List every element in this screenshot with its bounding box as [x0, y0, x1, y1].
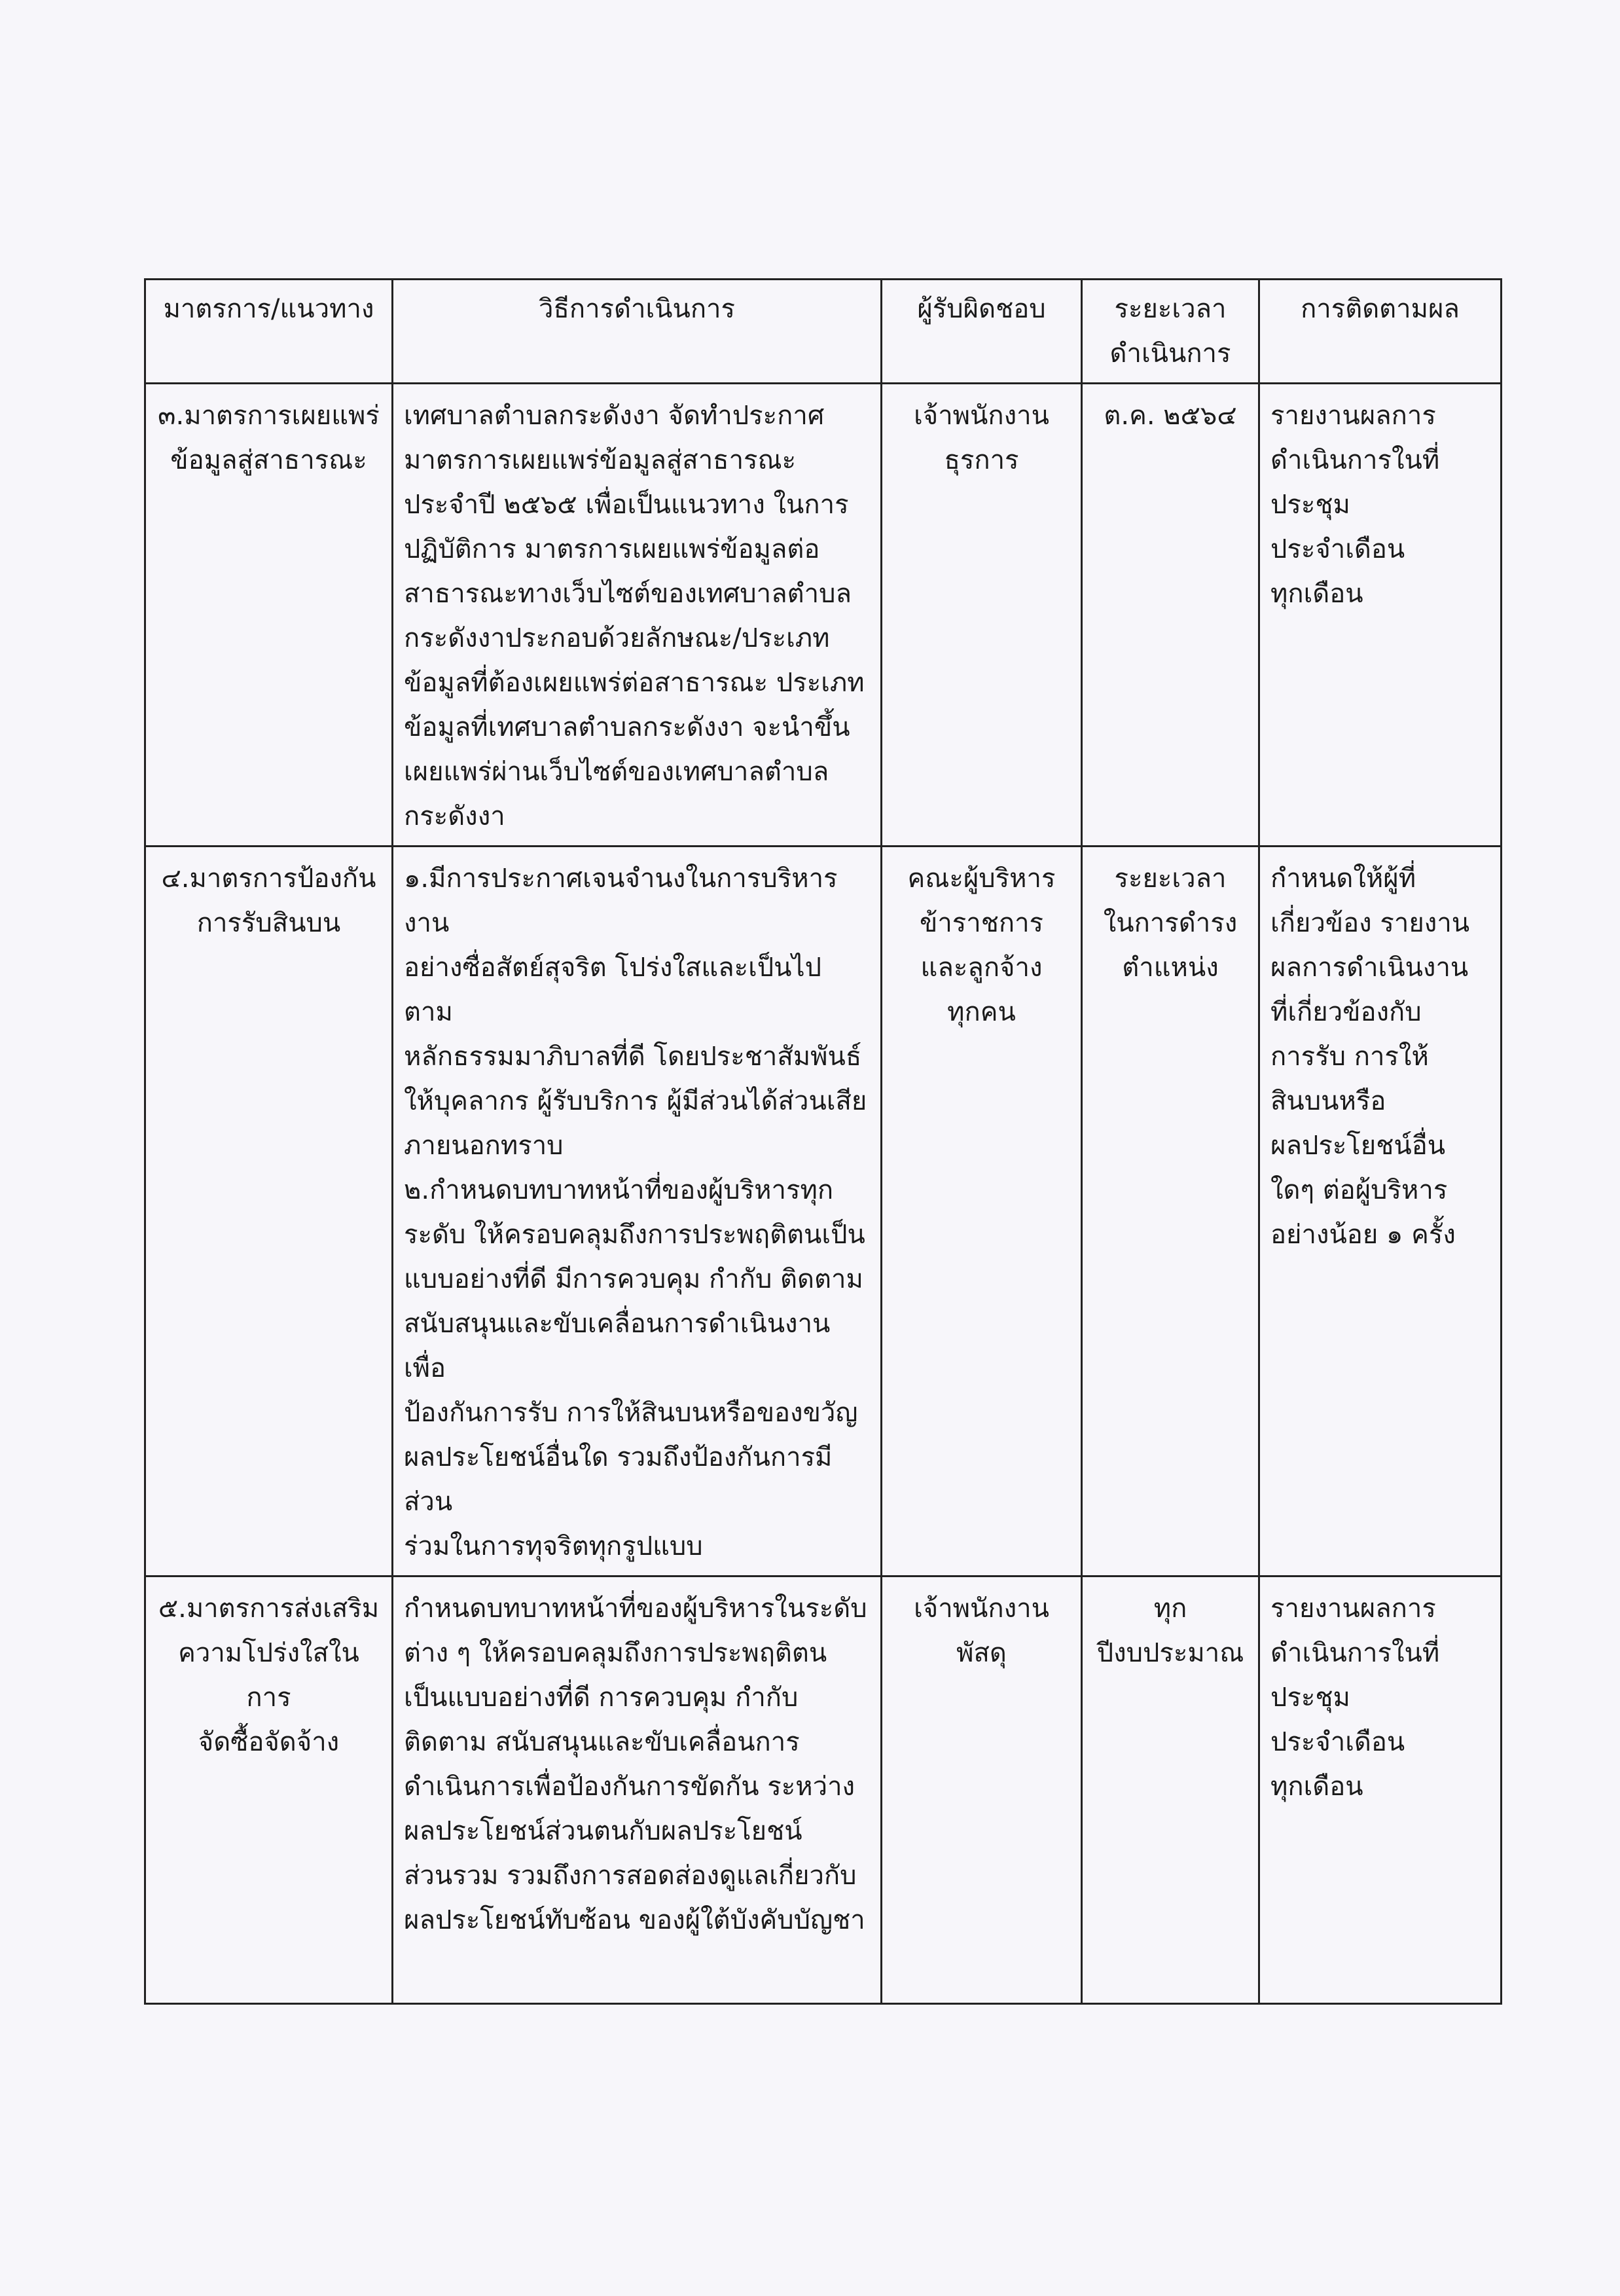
cell-method: กำหนดบทบาทหน้าที่ของผู้บริหารในระดับ ต่าง ๆ ให้ครอบคลุมถึงการประพฤติตน เป็นแบบอย่างที่ดี การควบคุม กำกับ ติดตาม สนับสนุนและขับเคลื่อนการ ดำเนินการเพื่อป้องกันการขัดกัน ระหว่าง ผลประโยชน์ส่วนตนกับผลประโยชน์ ส่วนรวม รวมถึงการสอดส่องดูแลเกี่ยวกับ ผลประโยชน์ทับซ้อน ของผู้ใต้บังคับบัญชา: [393, 1576, 882, 2004]
table-header-row: [145, 280, 1502, 384]
cell-followup: กำหนดให้ผู้ที่ เกี่ยวข้อง รายงาน ผลการดำเนินงาน ที่เกี่ยวข้องกับ การรับ การให้ สินบนหรือ ผลประโยชน์อื่น ใดๆ ต่อผู้บริหาร อย่างน้อย ๑ ครั้ง: [1259, 847, 1502, 1576]
header-measure: มาตรการ/แนวทาง: [145, 280, 393, 384]
cell-responsible: เจ้าพนักงาน พัสดุ: [882, 1576, 1082, 2004]
cell-period: ทุก ปีงบประมาณ: [1082, 1576, 1259, 2004]
header-period: ระยะเวลา ดำเนินการ: [1082, 280, 1259, 384]
table-row: [145, 847, 1502, 1576]
cell-period: ต.ค. ๒๕๖๔: [1082, 384, 1259, 847]
header-responsible: ผู้รับผิดชอบ: [882, 280, 1082, 384]
cell-responsible: คณะผู้บริหาร ข้าราชการ และลูกจ้าง ทุกคน: [882, 847, 1082, 1576]
table-row: [145, 384, 1502, 847]
cell-method: ๑.มีการประกาศเจนจำนงในการบริหารงาน อย่างซื่อสัตย์สุจริต โปร่งใสและเป็นไปตาม หลักธรรมมาภิบาลที่ดี โดยประชาสัมพันธ์ ให้บุคลากร ผู้รับบริการ ผู้มีส่วนได้ส่วนเสีย ภายนอกทราบ ๒.กำหนดบทบาทหน้าที่ของผู้บริหารทุก ระดับ ให้ครอบคลุมถึงการประพฤติตนเป็น แบบอย่างที่ดี มีการควบคุม กำกับ ติดตาม สนับสนุนและขับเคลื่อนการดำเนินงานเพื่อ ป้องกันการรับ การให้สินบนหรือของขวัญ ผลประโยชน์อื่นใด รวมถึงป้องกันการมีส่วน ร่วมในการทุจริตทุกรูปแบบ: [393, 847, 882, 1576]
cell-method: เทศบาลตำบลกระดังงา จัดทำประกาศ มาตรการเผยแพร่ข้อมูลสู่สาธารณะ ประจำปี ๒๕๖๕ เพื่อเป็นแนวทาง ในการ ปฏิบัติการ มาตรการเผยแพร่ข้อมูลต่อ สาธารณะทางเว็บไซต์ของเทศบาลตำบล กระดังงาประกอบด้วยลักษณะ/ประเภท ข้อมูลที่ต้องเผยแพร่ต่อสาธารณะ ประเภท ข้อมูลที่เทศบาลตำบลกระดังงา จะนำขึ้น เผยแพร่ผ่านเว็บไซต์ของเทศบาลตำบล กระดังงา: [393, 384, 882, 847]
cell-followup: รายงานผลการ ดำเนินการในที่ ประชุม ประจำเดือน ทุกเดือน: [1259, 384, 1502, 847]
measures-table: [144, 278, 1502, 2005]
cell-followup: รายงานผลการ ดำเนินการในที่ ประชุม ประจำเดือน ทุกเดือน: [1259, 1576, 1502, 2004]
header-method: วิธีการดำเนินการ: [393, 280, 882, 384]
cell-measure: ๓.มาตรการเผยแพร่ ข้อมูลสู่สาธารณะ: [145, 384, 393, 847]
header-followup: การติดตามผล: [1259, 280, 1502, 384]
cell-measure: ๕.มาตรการส่งเสริม ความโปร่งใสในการ จัดซื้อจัดจ้าง: [145, 1576, 393, 2004]
cell-measure: ๔.มาตรการป้องกัน การรับสินบน: [145, 847, 393, 1576]
cell-period: ระยะเวลา ในการดำรง ตำแหน่ง: [1082, 847, 1259, 1576]
table-row: [145, 1576, 1502, 2004]
cell-responsible: เจ้าพนักงาน ธุรการ: [882, 384, 1082, 847]
